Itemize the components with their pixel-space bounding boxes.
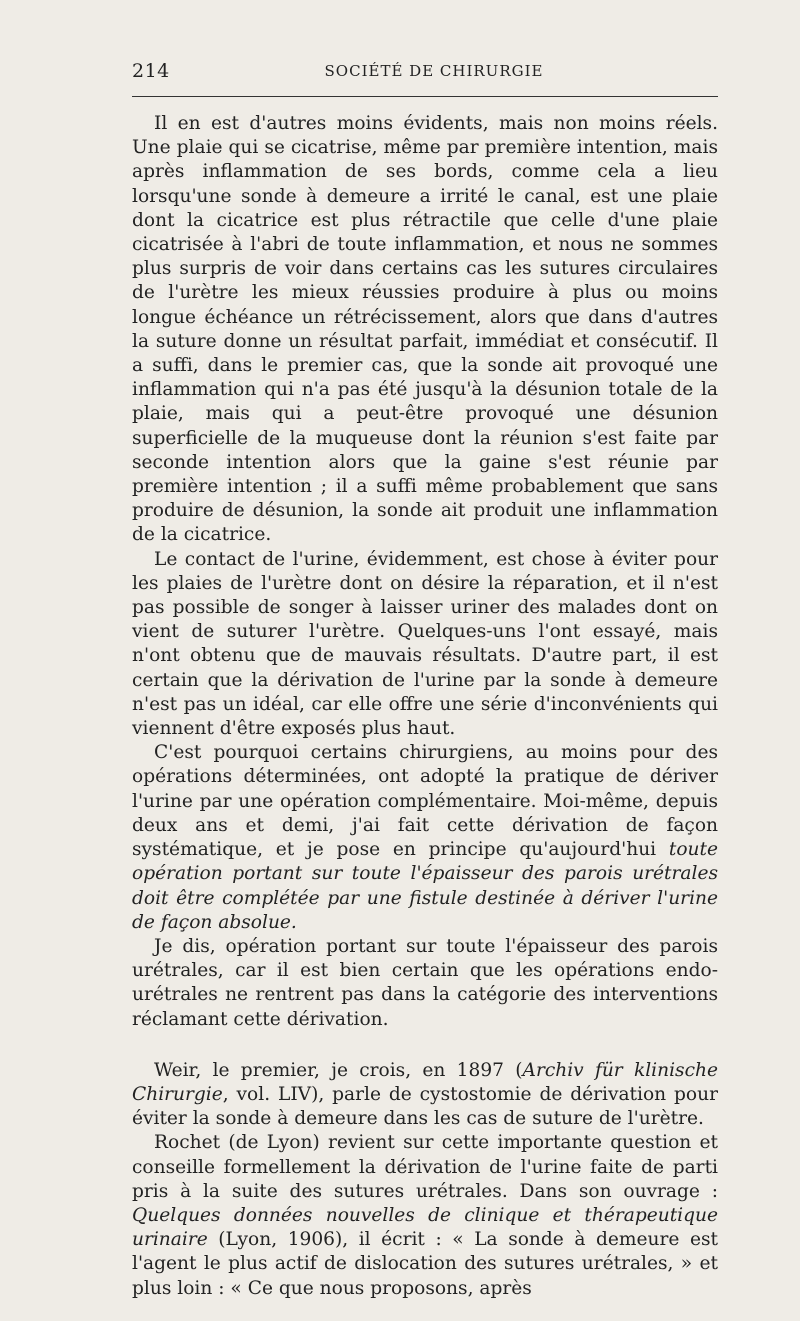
body-text xyxy=(132,112,718,1301)
section-gap xyxy=(132,1032,718,1059)
italic-text: Quelques données nouvelles de clinique et thérapeutique urinaire xyxy=(132,1204,718,1251)
page-number: 214 xyxy=(132,60,170,82)
paragraph xyxy=(132,112,718,548)
page-header xyxy=(132,58,716,88)
text-run: Le contact de l'urine, évidemment, est chose à éviter pour les plaies de l'urètre dont on désire la réparation, et il n'est pas possible de songer à laisser uriner des malades dont on vient de suturer l'urètre. Quelques-uns l'ont essayé, mais n'ont obtenu que de mauvais résultats. D'autre part, il est certain que la dérivation de l'urine par la sonde à demeure n'est pas un idéal, car elle offre une série d'inconvénients qui viennent d'être exposés plus haut. xyxy=(132,548,718,740)
paragraph xyxy=(132,1059,718,1132)
text-run: Je dis, opération portant sur toute l'épaisseur des parois urétrales, car il est bien certain que les opérations endo-urétrales ne rentrent pas dans la catégorie des interventions réclamant cette dérivation. xyxy=(132,935,718,1030)
running-title: SOCIÉTÉ DE CHIRURGIE xyxy=(324,62,544,80)
italic-text: toute opération portant sur toute l'épaisseur des parois urétrales doit être complétée par une fistule destinée à dériver l'urine de façon absolue. xyxy=(132,839,718,933)
paragraph xyxy=(132,1131,718,1300)
italic-text: Archiv für klinische Chirurgie xyxy=(132,1059,718,1105)
text-run: Rochet (de Lyon) revient sur cette importante question et conseille formellement la dérivation de l'urine faite de parti pris à la suite des sutures urétrales. Dans son ouvrage : xyxy=(132,1132,718,1202)
paragraph xyxy=(132,548,718,742)
text-run: , vol. LIV), parle de cystostomie de dérivation pour éviter la sonde à demeure dans les cas de suture de l'urètre. xyxy=(132,1083,718,1130)
paragraph xyxy=(132,741,718,935)
text-run: Weir, le premier, je crois, en 1897 ( xyxy=(154,1059,523,1081)
paragraph xyxy=(132,935,718,1032)
header-rule xyxy=(132,96,718,97)
text-run: C'est pourquoi certains chirurgiens, au moins pour des opérations déterminées, ont adopté la pratique de dériver l'urine par une opération complémentaire. Moi-même, depuis deux ans et demi, j'ai fait cette dérivation de façon systématique, et je pose en principe qu'aujourd'hui xyxy=(132,742,718,861)
text-run: Il en est d'autres moins évidents, mais non moins réels. Une plaie qui se cicatrise, même par première intention, mais après inflammation de ses bords, comme cela a lieu lorsqu'une sonde à demeure a irrité le canal, est une plaie dont la cicatrice est plus rétractile que celle d'une plaie cicatrisée à l'abri de toute inflammation, et nous ne sommes plus surpris de voir dans certains cas les sutures circulaires de l'urètre les mieux réussies produire à plus ou moins longue échéance un rétrécissement, alors que dans d'autres la suture donne un résultat parfait, immédiat et consécutif. Il a suffi, dans le premier cas, que la sonde ait provoqué une inflammation qui n'a pas été jusqu'à la désunion totale de la plaie, mais qui a peut-être provoqué une désunion superficielle de la muqueuse dont la réunion s'est faite par seconde intention alors que la gaine s'est réunie par première intention ; il a suffi même probablement que sans produire de désunion, la sonde ait produit une inflammation de la cicatrice. xyxy=(132,113,718,546)
text-run: (Lyon, 1906), il écrit : « La sonde à demeure est l'agent le plus actif de dislocation des sutures urétrales, » et plus loin : « Ce que nous proposons, après xyxy=(132,1229,718,1299)
